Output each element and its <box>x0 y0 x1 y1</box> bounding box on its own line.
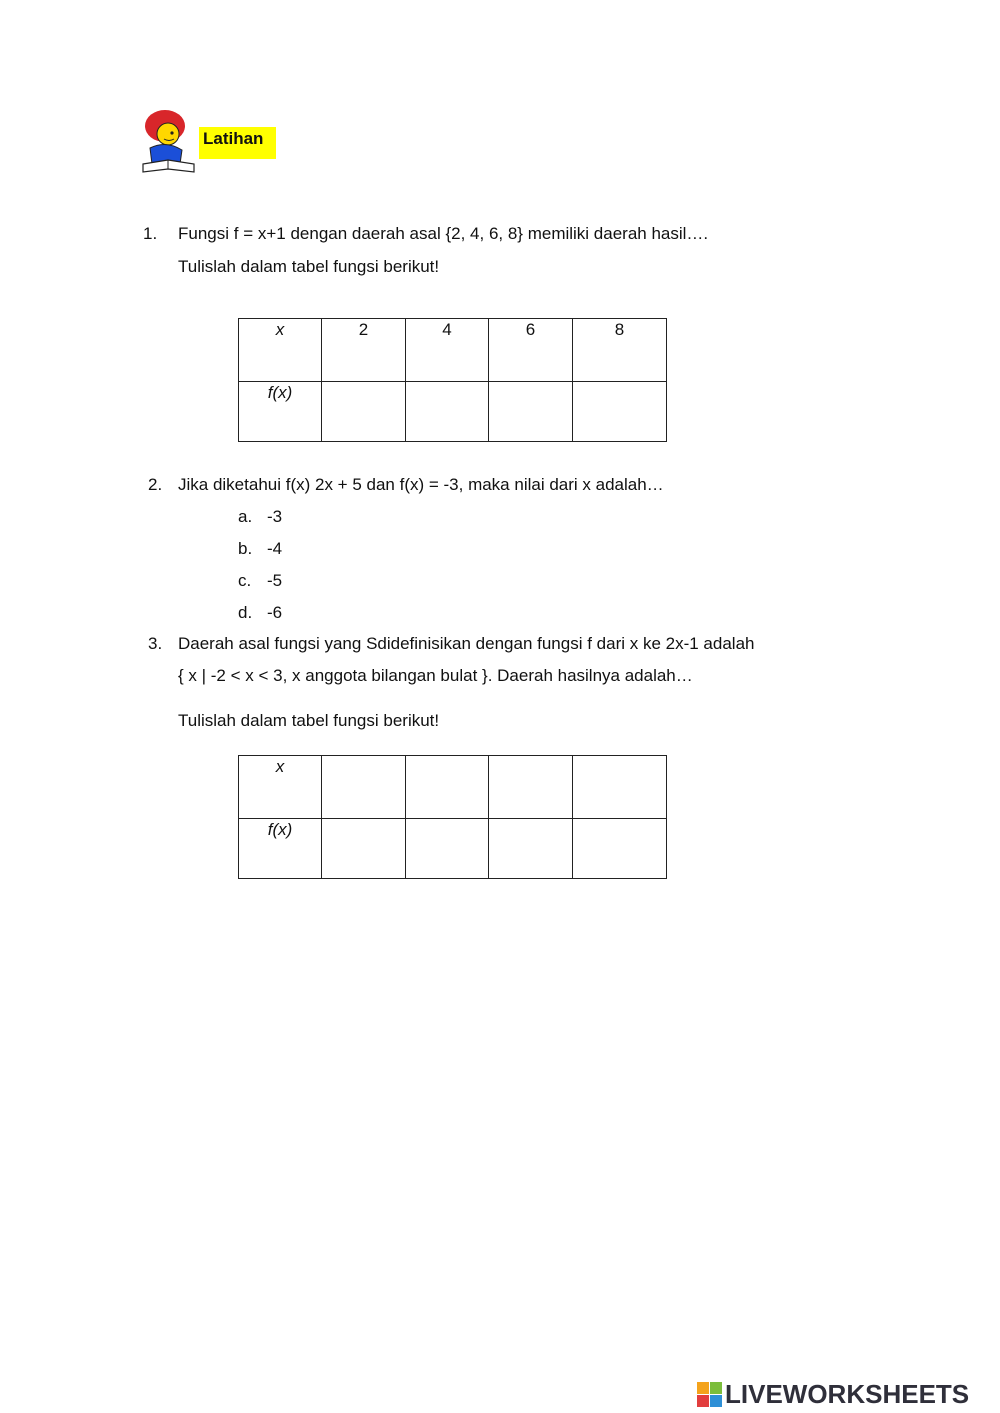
option-value[interactable]: -3 <box>267 507 283 526</box>
option-letter: c. <box>238 571 252 590</box>
x-answer-cell[interactable] <box>322 756 406 819</box>
row-label-fx: f(x) <box>239 382 322 442</box>
q1-function-table <box>238 318 667 442</box>
fx-answer-cell[interactable] <box>322 819 406 879</box>
fx-answer-cell[interactable] <box>573 819 667 879</box>
liveworksheets-logo-icon <box>697 1382 723 1408</box>
option-letter: a. <box>238 507 253 526</box>
reading-child-icon <box>138 108 200 178</box>
q1-number: 1. <box>143 224 158 243</box>
row-label-x: x <box>239 319 322 382</box>
option-value[interactable]: -4 <box>267 539 283 558</box>
fx-answer-cell[interactable] <box>573 382 667 442</box>
option-letter: b. <box>238 539 253 558</box>
option-letter: d. <box>238 603 253 622</box>
fx-answer-cell[interactable] <box>406 382 489 442</box>
q2-text: Jika diketahui f(x) 2x + 5 dan f(x) = -3, maka nilai dari x adalah… <box>178 475 664 494</box>
x-value-cell: 4 <box>406 319 489 382</box>
q3-number: 3. <box>148 634 163 653</box>
fx-answer-cell[interactable] <box>322 382 406 442</box>
logo-text: LIVEWORKSHEETS <box>725 1379 970 1409</box>
q2-number: 2. <box>148 475 163 494</box>
x-answer-cell[interactable] <box>406 756 489 819</box>
fx-answer-cell[interactable] <box>489 382 573 442</box>
option-value[interactable]: -5 <box>267 571 283 590</box>
row-label-fx: f(x) <box>239 819 322 879</box>
q3-instruction: Tulislah dalam tabel fungsi berikut! <box>178 711 440 730</box>
q1-text: Fungsi f = x+1 dengan daerah asal {2, 4, 6, 8} memiliki daerah hasil…. <box>178 224 709 243</box>
row-label-x: x <box>239 756 322 819</box>
table-row <box>239 382 667 442</box>
option-value[interactable]: -6 <box>267 603 283 622</box>
section-title: Latihan <box>199 127 276 159</box>
table-row <box>239 319 667 382</box>
fx-answer-cell[interactable] <box>406 819 489 879</box>
table-row <box>239 819 667 879</box>
x-value-cell: 2 <box>322 319 406 382</box>
x-answer-cell[interactable] <box>573 756 667 819</box>
q3-text-line2: { x | -2 < x < 3, x anggota bilangan bulat }. Daerah hasilnya adalah… <box>178 666 693 685</box>
q1-instruction: Tulislah dalam tabel fungsi berikut! <box>178 257 440 276</box>
liveworksheets-logo <box>697 1377 995 1411</box>
fx-answer-cell[interactable] <box>489 819 573 879</box>
x-value-cell: 8 <box>573 319 667 382</box>
q3-text-line1: Daerah asal fungsi yang Sdidefinisikan dengan fungsi f dari x ke 2x-1 adalah <box>178 634 755 653</box>
x-value-cell: 6 <box>489 319 573 382</box>
table-row <box>239 756 667 819</box>
x-answer-cell[interactable] <box>489 756 573 819</box>
q3-function-table <box>238 755 667 879</box>
